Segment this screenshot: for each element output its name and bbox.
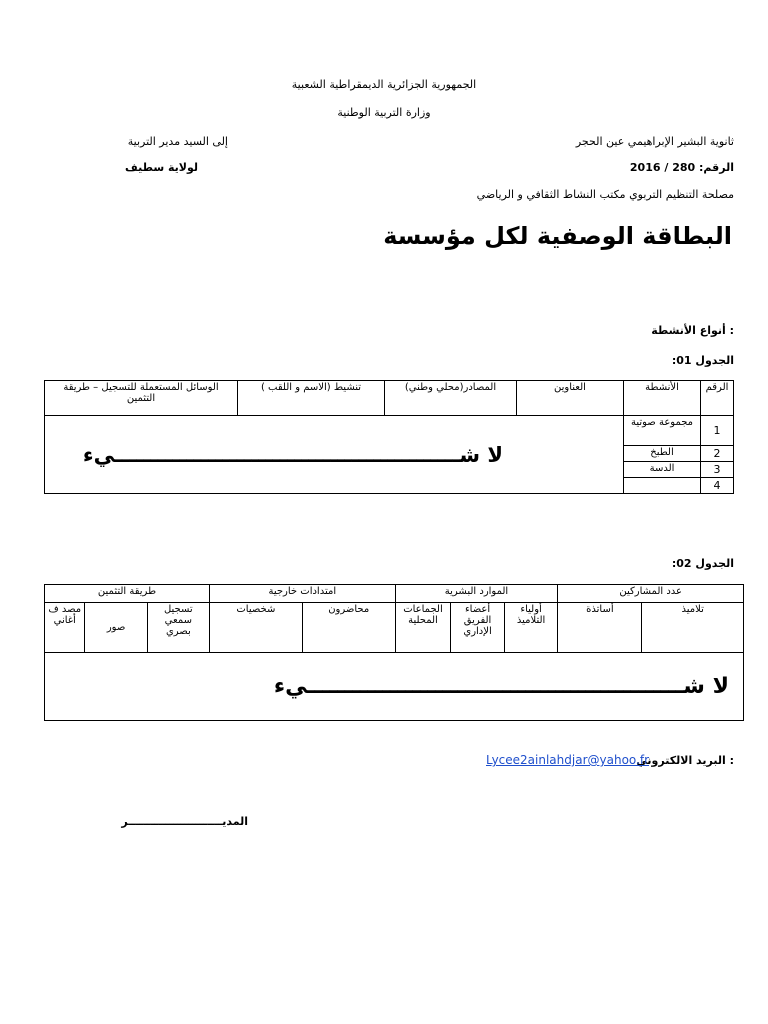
email-link[interactable]: Lycee2ainlahdjar@yahoo.fr <box>486 753 650 767</box>
col-titles-header: العناوين <box>517 381 624 416</box>
sub-students: تلاميذ <box>642 603 744 653</box>
activities-label: : أنواع الأنشطة <box>651 324 734 337</box>
row-activity: الطبخ <box>624 446 701 462</box>
sub-songs: مصد ف أغاني <box>45 603 85 653</box>
table2-label: الجدول 02: <box>671 557 734 570</box>
sub-admin-team: أعضاء الفريق الإداري <box>451 603 505 653</box>
sub-photos: صور <box>85 603 147 653</box>
table2-content-row <box>45 653 744 721</box>
table1-label: الجدول 01: <box>671 354 734 367</box>
service-line: مصلحة التنظيم التربوي مكتب النشاط الثقافي و الرياضي <box>476 188 734 201</box>
row-activity: مجموعة صوتية <box>624 416 701 446</box>
addressee: إلى السيد مدير التربية <box>127 135 228 148</box>
table2-none-cell <box>45 653 744 721</box>
table2-subheader-row <box>45 603 744 653</box>
wilaya: لولاية سطيف <box>125 161 198 174</box>
sub-parents: أولياء التلاميذ <box>504 603 558 653</box>
group-participants: عدد المشاركين <box>558 585 744 603</box>
email-label: : البريد الالكتروني <box>636 754 734 767</box>
reference-number: الرقم: 280 / 2016 <box>629 161 734 174</box>
col-number-header: الرقم <box>701 381 734 416</box>
row-number: 2 <box>701 446 734 462</box>
group-external: امتدادات خارجية <box>209 585 395 603</box>
row-number: 3 <box>701 462 734 478</box>
none-text: لا شــــــــــــــــــــــــــــــــــــــــــــــــيء <box>82 442 503 467</box>
table1-header-row <box>45 381 734 416</box>
table1-none-cell <box>45 416 624 494</box>
table-participants <box>44 584 744 721</box>
col-tools-header: الوسائل المستعملة للتسجيل – طريقة التثمين <box>45 381 238 416</box>
republic-heading: الجمهورية الجزائرية الديمقراطية الشعبية <box>291 78 477 91</box>
main-title: البطاقة الوصفية لكل مؤسسة <box>383 222 732 250</box>
director-signature-label: المديـــــــــــــــــــــــــر <box>121 815 248 828</box>
col-animation-header: تنشيط (الاسم و اللقب ) <box>238 381 385 416</box>
sub-audio-visual: تسجيل سمعي بصري <box>147 603 209 653</box>
row-activity: الدسة <box>624 462 701 478</box>
table-activities <box>44 380 734 494</box>
none-text: لا شــــــــــــــــــــــــــــــــــــــــــــــــــيء <box>273 674 729 699</box>
sub-teachers: أساتذة <box>558 603 642 653</box>
school-name: ثانوية البشير الإبراهيمي عين الحجر <box>575 135 734 148</box>
col-activities-header: الأنشطة <box>624 381 701 416</box>
group-valorization: طريقة التثمين <box>45 585 210 603</box>
sub-lecturers: محاضرون <box>302 603 395 653</box>
table-row <box>45 416 734 446</box>
sub-personalities: شخصيات <box>209 603 302 653</box>
group-human-resources: الموارد البشرية <box>395 585 558 603</box>
row-activity <box>624 478 701 494</box>
table2-group-row <box>45 585 744 603</box>
ministry-heading: وزارة التربية الوطنية <box>337 106 431 119</box>
row-number: 1 <box>701 416 734 446</box>
col-sources-header: المصادر(محلي وطني) <box>385 381 517 416</box>
sub-local-communities: الجماعات المحلية <box>395 603 451 653</box>
row-number: 4 <box>701 478 734 494</box>
